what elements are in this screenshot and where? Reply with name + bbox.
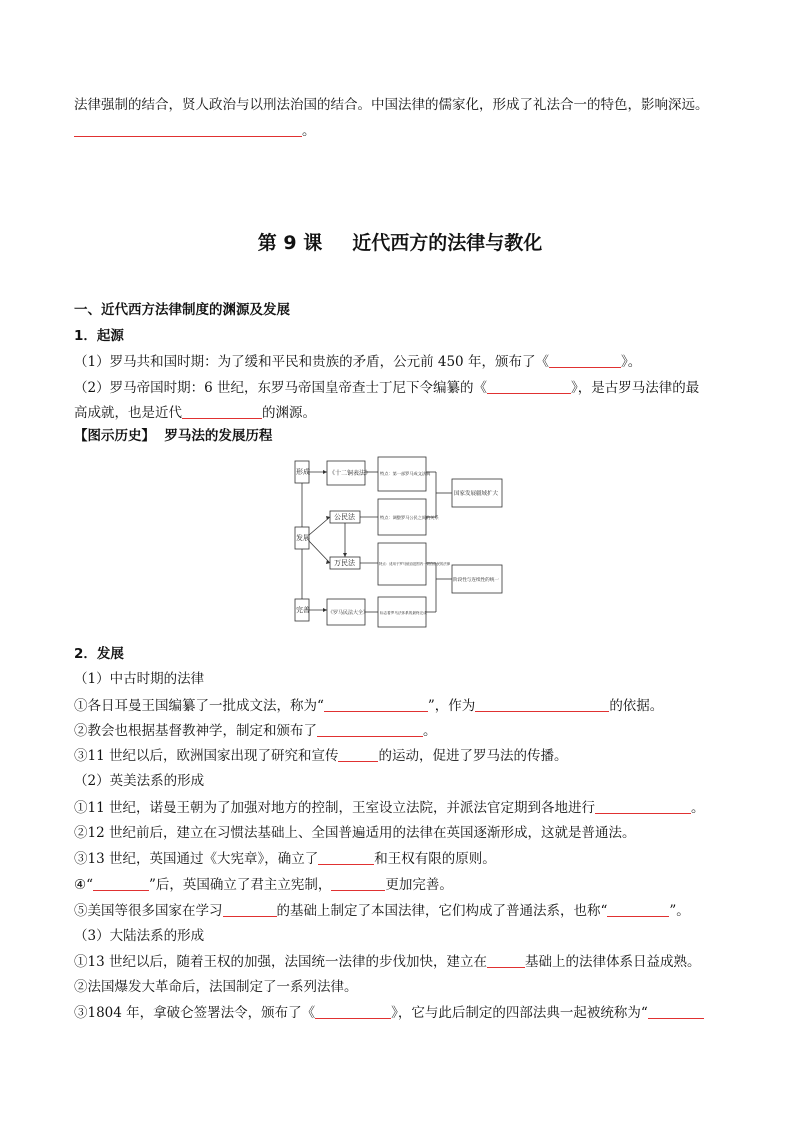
answer-blank[interactable] [74,123,302,137]
medieval-item-1: ①各日耳曼王国编纂了一批成文法，称为“ ”，作为 的依据。 [74,698,664,714]
side-note-1: 国家发展疆域扩大 [454,491,499,497]
anglo-heading: （2）英美法系的形成 [74,773,205,789]
stage-perfection: 完善 [296,606,310,614]
answer-blank[interactable] [223,903,277,917]
answer-blank[interactable] [595,800,691,814]
continental-item-3: ③1804 年，拿破仑签署法令，颁布了《 》，它与此后制定的四部法典一起被统称为“ [74,1004,704,1022]
answer-blank[interactable] [475,698,609,712]
origin-item-2-cont: 高成就，也是近代 的渊源。 [74,405,316,421]
answer-blank[interactable] [487,380,571,394]
lesson-title: 第 9 课 近代西方的法律与教化 [257,232,543,254]
law-of-nations-label: 万民法 [334,559,355,567]
stage-formation: 形成 [296,468,310,476]
intro-line-1: 法律强制的结合，贤人政治与以刑法治国的结合。中国法律的儒家化，形成了礼法合一的特色，影响深远。 [74,97,709,113]
answer-blank[interactable] [182,405,262,419]
answer-blank[interactable] [331,877,385,891]
note-2: 特点：调整罗马公民之间的关系 [380,515,439,520]
answer-blank[interactable] [648,1005,704,1019]
answer-blank[interactable] [315,1005,391,1019]
anglo-item-2: ②12 世纪前后，建立在习惯法基础上、全国普遍适用的法律在英国逐渐形成，这就是普通法。 [74,825,636,841]
roman-law-diagram [290,453,516,628]
civil-law-label: 公民法 [334,513,355,521]
note-3: 特点：适用于罗马统治范围内一切自由民的法律 [379,562,451,566]
anglo-item-5: ⑤美国等很多国家在学习 的基础上制定了本国法律，它们构成了普通法系，也称“ ”。 [74,903,690,919]
side-note-2: 阶段性与连续性的统一 [453,578,499,583]
twelve-tables-label: 《十二铜表法》 [329,470,372,477]
medieval-item-2: ②教会也根据基督教神学，制定和颁布了 。 [74,723,437,739]
continental-item-1: ①13 世纪以后，随着王权的加强，法国统一法律的步伐加快，建立在 基础上的法律体系日益成熟。 [74,954,701,970]
note-1: 特点：第一部罗马成文法典 [380,471,431,476]
answer-blank[interactable] [607,903,669,917]
figure-heading: 【图示历史】 罗马法的发展历程 [74,428,273,444]
anglo-item-4: ④“ ”后，英国确立了君主立宪制， 更加完善。 [74,877,453,893]
stage-development: 发展 [296,534,310,542]
origin-item-1: （1）罗马共和国时期：为了缓和平民和贵族的矛盾，公元前 450 年，颁布了《 》。 [74,354,642,370]
section-heading: 一、近代西方法律制度的渊源及发展 [74,302,290,318]
corpus-label: 《罗马民法大全》 [328,610,369,616]
intro-line-2: 。 [74,122,316,140]
answer-blank[interactable] [338,748,378,762]
development-label: 2．发展 [74,646,124,662]
continental-item-2: ②法国爆发大革命后，法国制定了一系列法律。 [74,979,358,995]
anglo-item-1: ①11 世纪，诺曼王朝为了加强对地方的控制，王室设立法院，并派法官定期到各地进行 。 [74,800,705,816]
answer-blank[interactable] [317,723,423,737]
medieval-heading: （1）中古时期的法律 [74,671,205,687]
origin-label: 1．起源 [74,328,124,344]
origin-item-2: （2）罗马帝国时期：6 世纪，东罗马帝国皇帝查士丁尼下令编纂的《 》，是古罗马法律的最 [74,380,700,396]
answer-blank[interactable] [549,354,621,368]
answer-blank[interactable] [318,851,374,865]
medieval-item-3: ③11 世纪以后，欧洲国家出现了研究和宣传 的运动，促进了罗马法的传播。 [74,748,568,764]
answer-blank[interactable] [93,877,149,891]
note-4: 标志着罗马法体系的最终完成 [380,611,427,615]
answer-blank[interactable] [324,698,428,712]
continental-heading: （3）大陆法系的形成 [74,928,205,944]
answer-blank[interactable] [487,954,525,968]
anglo-item-3: ③13 世纪，英国通过《大宪章》，确立了 和王权有限的原则。 [74,851,496,867]
